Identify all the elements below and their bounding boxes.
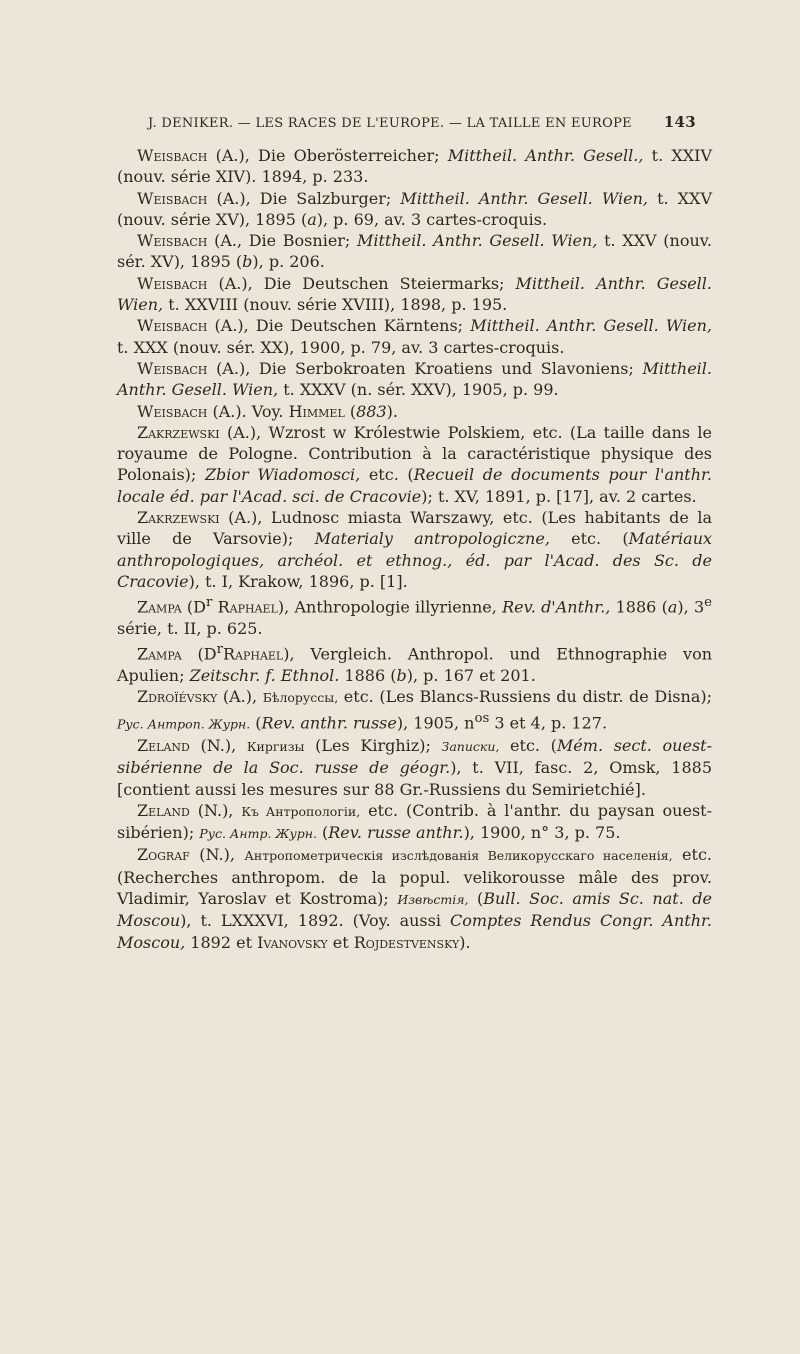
bibliography-list: [117, 145, 712, 953]
bibliography-entry: Zakrzewski (A.), Wzrost w Królestwie Polskiem, etc. (La taille dans le royaume de Pologne. Contribution à la caractéristique physique des Polonais); Zbior Wiadomosci, etc. (Recueil de documents pour l'anthr. locale éd. par l'Acad. sci. de Cracovie); t. XV, 1891, p. [17], av. 2 cartes.: [117, 422, 712, 506]
bibliography-entry: Weisbach (A.). Voy. Himmel (883).: [137, 401, 398, 421]
bibliography-entry: Weisbach (A.), Die Deutschen Kärntens; Mittheil. Anthr. Gesell. Wien, t. XXX (nouv. sér. XX), 1900, p. 79, av. 3 cartes-croquis.: [117, 316, 712, 357]
bibliography-entry: Zeland (N.), Киргизы (Les Kirghiz); Записки, etc. (Mém. sect. ouest-sibérienne de la Soc. russe de géogr.), t. VII, fasc. 2, Omsk, 1885 [contient aussi les mesures sur 88 Gr.-Russiens du Semirietchié].: [117, 736, 713, 799]
bibliography-entry: Zampa ($D^r$ Raphael), Anthropologie illyrienne, Rev. d'Anthr., 1886 (a), 3e série, t. II, p. 625.: [117, 595, 713, 638]
running-title: J. DENIKER. — LES RACES DE L'EUROPE. — LA TAILLE EN EUROPE: [148, 116, 632, 131]
bibliography-entry: Zdroïévsky (A.), Бѣлоруссы, etc. (Les Blancs-Russiens du distr. de Disna); Рус. Антроп. Журн. (Rev. anthr. russe), 1905, $n^{os}$ 3 et 4, p. 127.: [117, 687, 712, 733]
bibliography-entry: Weisbach (A.), Die Serbokroaten Kroatiens und Slavoniens; Mittheil. Anthr. Gesell. Wien, t. XXXV (n. sér. XXV), 1905, p. 99.: [117, 358, 712, 400]
bibliography-entry: Weisbach (A.), Die Deutschen Steiermarks; Mittheil. Anthr. Gesell. Wien, t. XXVIII (nouv. série XVIII), 1898, p. 195.: [117, 273, 712, 315]
page-number: 143: [663, 113, 696, 131]
bibliography-entry: Weisbach (A.), Die Oberösterreicher; Mittheil. Anthr. Gesell., t. XXIV (nouv. série XIV). 1894, p. 233.: [117, 146, 712, 187]
bibliography-entry: Zograf (N.), Антропометрическія изслѣдованія Великорусскаго населенія, etc. (Recherches anthropom. de la popul. velikorousse mâle des prov. Vladimir, Yaroslav et Kostroma); Извѣстія, (Bull. Soc. amis Sc. nat. de Moscou), t. LXXXVI, 1892. (Voy. aussi Comptes Rendus Congr. Anthr. Moscou, 1892 et Ivanovsky et Rojdestvensky).: [117, 845, 713, 952]
bibliography-entry: Weisbach (A.), Die Salzburger; Mittheil. Anthr. Gesell. Wien, t. XXV (nouv. série XV), 1895 (a), p. 69, av. 3 cartes-croquis.: [117, 188, 713, 229]
bibliography-entry: Zeland (N.), Къ Антропологіи, etc. (Contrib. à l'anthr. du paysan ouest-sibérien); Рус. Антр. Журн. (Rev. russe anthr.), 1900, n° 3, p. 75.: [117, 800, 713, 843]
bibliography-entry: Weisbach (A., Die Bosnier; Mittheil. Anthr. Gesell. Wien, t. XXV (nouv. sér. XV), 1895 (b), p. 206.: [117, 231, 712, 272]
running-header: [148, 113, 696, 131]
bibliography-entry: Zampa $(D^rRaphael)$, Vergleich. Anthropol. und Ethnographie von Apulien; Zeitschr. f. Ethnol. 1886 (b), p. 167 et 201.: [117, 642, 713, 685]
bibliography-entry: Zakrzewski (A.), Ludnosc miasta Warszawy, etc. (Les habitants de la ville de Varsovie); Materialy antropologiczne, etc. (Matériaux anthropologiques, archéol. et ethnog., éd. par l'Acad. des Sc. de Cracovie), t. I, Krakow, 1896, p. [1].: [117, 508, 713, 591]
